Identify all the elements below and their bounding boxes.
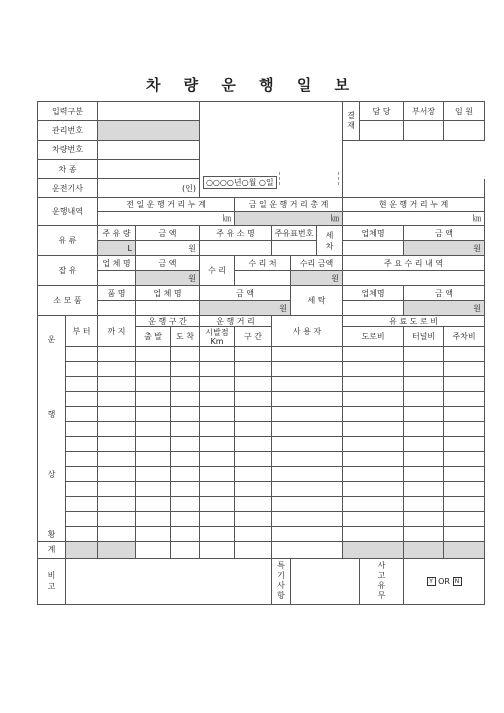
total-parking[interactable]	[444, 542, 485, 558]
log-cell[interactable]	[98, 407, 136, 422]
consumables-label: 소 모 품	[38, 286, 98, 316]
manage-no-field[interactable]	[98, 121, 200, 140]
log-from-header: 부 터	[66, 316, 98, 347]
log-cell[interactable]	[98, 437, 136, 452]
log-cell[interactable]	[171, 347, 200, 362]
log-row-7[interactable]	[38, 437, 485, 452]
log-side-blank	[38, 452, 66, 467]
total-label: 계	[38, 542, 66, 558]
repair-detail-header: 주 요 수 리 내 역	[343, 256, 485, 271]
log-cell[interactable]	[235, 392, 272, 407]
log-row-6[interactable]	[38, 422, 485, 437]
log-cell[interactable]	[136, 482, 171, 497]
log-cell[interactable]	[235, 422, 272, 437]
log-row-2[interactable]	[38, 362, 485, 377]
log-cell[interactable]	[171, 497, 200, 512]
fuel-cost-header: 금 액	[136, 226, 200, 241]
vehicle-type-field[interactable]	[98, 159, 200, 178]
log-cell[interactable]	[171, 377, 200, 392]
log-cell[interactable]	[444, 392, 485, 407]
log-cell[interactable]	[98, 422, 136, 437]
total-from	[66, 542, 98, 558]
log-cell[interactable]	[343, 377, 404, 392]
accident-choice	[404, 558, 485, 604]
log-cell[interactable]	[343, 347, 404, 362]
log-cell[interactable]	[444, 527, 485, 542]
log-cell[interactable]	[343, 392, 404, 407]
misc-cost-field[interactable]: 원	[136, 271, 200, 286]
log-arrive-header: 도 착	[171, 327, 200, 347]
log-odometer-header: 시발점 Km	[200, 327, 235, 347]
laundry-cost-header: 금 액	[404, 286, 485, 301]
page-title: 차 량 운 행 일 보	[145, 76, 359, 94]
log-cell[interactable]	[444, 407, 485, 422]
log-cell[interactable]	[343, 482, 404, 497]
log-cell[interactable]	[200, 437, 235, 452]
wash-company-header: 업체명	[343, 226, 404, 241]
log-cell[interactable]	[444, 497, 485, 512]
total-segment[interactable]	[235, 542, 272, 558]
log-cell[interactable]	[171, 452, 200, 467]
log-cell[interactable]	[200, 527, 235, 542]
log-cell[interactable]	[235, 467, 272, 482]
log-row-1[interactable]	[38, 347, 485, 362]
log-cell[interactable]	[200, 512, 235, 527]
log-cell[interactable]	[272, 407, 343, 422]
log-side-blank	[38, 422, 66, 437]
log-row-13[interactable]	[38, 527, 485, 542]
station-field[interactable]	[200, 241, 272, 256]
item-field[interactable]	[98, 301, 136, 316]
log-cell[interactable]	[171, 392, 200, 407]
fuel-ticket-header: 주유표번호	[272, 226, 317, 241]
log-cell[interactable]	[404, 362, 444, 377]
log-cell[interactable]	[444, 422, 485, 437]
seal-mark: (인)	[182, 183, 197, 193]
wash-company-field[interactable]	[343, 241, 404, 256]
log-cell[interactable]	[98, 527, 136, 542]
log-cell[interactable]	[272, 497, 343, 512]
log-side-blank	[38, 497, 66, 512]
log-cell[interactable]	[343, 467, 404, 482]
misc-cost-header: 금 액	[136, 256, 200, 271]
log-cell[interactable]	[136, 347, 171, 362]
log-cell[interactable]	[66, 377, 98, 392]
log-cell[interactable]	[343, 362, 404, 377]
log-cell[interactable]	[444, 347, 485, 362]
log-cell[interactable]	[272, 437, 343, 452]
log-cell[interactable]	[272, 377, 343, 392]
log-cell[interactable]	[66, 497, 98, 512]
log-distance-header: 운 행 거 리	[200, 316, 272, 327]
log-cell[interactable]	[200, 392, 235, 407]
total-row	[38, 542, 485, 558]
item-header: 품 명	[98, 286, 136, 301]
laundry-company-field[interactable]	[343, 301, 404, 316]
log-cell[interactable]	[235, 512, 272, 527]
log-cell[interactable]	[272, 392, 343, 407]
log-cell[interactable]	[98, 392, 136, 407]
remarks-field[interactable]	[66, 558, 272, 604]
log-cell[interactable]	[200, 482, 235, 497]
wash-label: 세 차	[317, 226, 343, 256]
driver-field[interactable]	[98, 179, 200, 198]
input-type-label: 입력구분	[38, 102, 98, 121]
fuel-label: 유 류	[38, 226, 98, 256]
wash-cost-header: 금 액	[404, 226, 485, 241]
misc-company-field[interactable]	[98, 271, 136, 286]
item-cost-field[interactable]: 원	[200, 301, 291, 316]
log-cell[interactable]	[98, 362, 136, 377]
log-cell[interactable]	[235, 347, 272, 362]
item-cost-header: 금 액	[200, 286, 291, 301]
log-cell[interactable]	[444, 377, 485, 392]
log-side-blank	[38, 377, 66, 392]
log-cell[interactable]	[235, 407, 272, 422]
log-cell[interactable]	[136, 377, 171, 392]
log-cell[interactable]	[136, 527, 171, 542]
total-depart[interactable]	[136, 542, 171, 558]
log-cell[interactable]	[200, 377, 235, 392]
fuel-ticket-field[interactable]	[272, 241, 317, 256]
log-cell[interactable]	[404, 452, 444, 467]
log-cell[interactable]	[343, 452, 404, 467]
approval-col-2: 부서장	[404, 102, 444, 121]
log-cell[interactable]	[171, 512, 200, 527]
log-cell[interactable]	[444, 482, 485, 497]
or-text: OR	[438, 576, 450, 586]
log-row-10[interactable]	[38, 482, 485, 497]
log-cell[interactable]	[98, 347, 136, 362]
log-row-12[interactable]	[38, 512, 485, 527]
log-to-header: 까 지	[98, 316, 136, 347]
log-cell[interactable]	[200, 497, 235, 512]
log-parking-header: 주차비	[444, 327, 485, 347]
log-cell[interactable]	[136, 497, 171, 512]
log-cell[interactable]	[272, 362, 343, 377]
log-side-blank	[38, 437, 66, 452]
log-cell[interactable]	[343, 527, 404, 542]
log-cell[interactable]	[235, 497, 272, 512]
log-cell[interactable]	[444, 512, 485, 527]
current-distance-field[interactable]: ㎞	[343, 212, 485, 226]
repair-shop-field[interactable]	[235, 271, 291, 286]
log-cell[interactable]	[171, 527, 200, 542]
approval-col-1: 담 당	[360, 102, 404, 121]
log-cell[interactable]	[404, 377, 444, 392]
log-row-11[interactable]	[38, 497, 485, 512]
approval-space	[343, 140, 485, 159]
notes-label: 특기사항	[272, 558, 291, 604]
log-tunnel-header: 터널비	[404, 327, 444, 347]
vehicle-no-field[interactable]	[98, 140, 200, 159]
log-side-label-3: 상	[38, 467, 66, 482]
log-cell[interactable]	[66, 527, 98, 542]
log-cell[interactable]	[404, 527, 444, 542]
log-cell[interactable]	[444, 467, 485, 482]
vehicle-log-form	[37, 101, 485, 605]
log-cell[interactable]	[444, 437, 485, 452]
log-cell[interactable]	[272, 467, 343, 482]
log-side-blank	[38, 512, 66, 527]
laundry-cost-field[interactable]: 원	[404, 301, 485, 316]
notes-field[interactable]	[291, 558, 360, 604]
date-field[interactable]: ○○○○년○월 ○일	[203, 176, 277, 189]
log-cell[interactable]	[171, 482, 200, 497]
approval-sign-1[interactable]	[360, 121, 404, 140]
log-side-blank	[38, 362, 66, 377]
log-cell[interactable]	[404, 437, 444, 452]
footer-row	[38, 558, 485, 604]
log-cell[interactable]	[136, 452, 171, 467]
log-cell[interactable]	[272, 527, 343, 542]
repair-detail-field[interactable]	[343, 271, 485, 286]
log-cell[interactable]	[66, 347, 98, 362]
input-type-field[interactable]	[98, 102, 200, 121]
log-cell[interactable]	[171, 467, 200, 482]
manage-no-label: 관리번호	[38, 121, 98, 140]
date-dash-box	[279, 172, 339, 185]
log-cell[interactable]	[200, 347, 235, 362]
log-row-9[interactable]	[38, 467, 485, 482]
log-cell[interactable]	[235, 362, 272, 377]
log-cell[interactable]	[404, 512, 444, 527]
log-side-blank	[38, 392, 66, 407]
log-cell[interactable]	[272, 512, 343, 527]
log-cell[interactable]	[171, 362, 200, 377]
total-arrive[interactable]	[171, 542, 200, 558]
log-side-blank	[38, 482, 66, 497]
log-cell[interactable]	[404, 407, 444, 422]
current-distance-header: 현 운 행 거 리 누 계	[343, 198, 485, 212]
yes-checkbox[interactable]: Y	[427, 577, 436, 586]
log-cell[interactable]	[66, 452, 98, 467]
prev-distance-field[interactable]: ㎞	[98, 212, 235, 226]
log-cell[interactable]	[235, 527, 272, 542]
repair-shop-header: 수 리 처	[235, 256, 291, 271]
log-cell[interactable]	[272, 347, 343, 362]
operation-label: 운행내역	[38, 198, 98, 226]
approval-space-2	[343, 159, 485, 178]
today-distance-header: 금 일 운 행 거 리 총 계	[235, 198, 343, 212]
log-side-label-4: 황	[38, 527, 66, 542]
log-cell[interactable]	[235, 437, 272, 452]
log-cell[interactable]	[200, 422, 235, 437]
log-cell[interactable]	[272, 422, 343, 437]
log-cell[interactable]	[98, 377, 136, 392]
misc-oil-label: 잡 유	[38, 256, 98, 286]
station-header: 주 유 소 명	[200, 226, 272, 241]
log-cell[interactable]	[136, 362, 171, 377]
log-cell[interactable]	[272, 452, 343, 467]
log-section-header: 운 행 구 간	[136, 316, 200, 327]
log-cell[interactable]	[136, 512, 171, 527]
accident-label: 사고유무	[360, 558, 404, 604]
log-cell[interactable]	[66, 422, 98, 437]
log-cell[interactable]	[98, 497, 136, 512]
log-row-8[interactable]	[38, 452, 485, 467]
log-depart-header: 출 발	[136, 327, 171, 347]
log-cell[interactable]	[343, 407, 404, 422]
log-cell[interactable]	[444, 362, 485, 377]
log-cell[interactable]	[171, 422, 200, 437]
log-row-3[interactable]	[38, 377, 485, 392]
repair-cost-field[interactable]: 원	[291, 271, 343, 286]
vehicle-no-label: 차량번호	[38, 140, 98, 159]
fuel-amount-header: 주 유 량	[98, 226, 136, 241]
approval-sign-3[interactable]	[444, 121, 485, 140]
total-odometer[interactable]	[200, 542, 235, 558]
log-road-header: 도로비	[343, 327, 404, 347]
date-area	[200, 102, 343, 198]
log-cell[interactable]	[66, 362, 98, 377]
log-row-5[interactable]	[38, 407, 485, 422]
laundry-company-header: 업체명	[343, 286, 404, 301]
log-cell[interactable]	[404, 347, 444, 362]
log-cell[interactable]	[404, 392, 444, 407]
log-cell[interactable]	[404, 422, 444, 437]
log-row-4[interactable]	[38, 392, 485, 407]
log-cell[interactable]	[404, 497, 444, 512]
log-cell[interactable]	[66, 512, 98, 527]
log-cell[interactable]	[235, 377, 272, 392]
log-cell[interactable]	[444, 452, 485, 467]
wash-cost-field[interactable]: 원	[404, 241, 485, 256]
log-cell[interactable]	[200, 362, 235, 377]
fuel-cost-field[interactable]: 원	[136, 241, 200, 256]
laundry-label: 세 탁	[291, 286, 343, 316]
log-cell[interactable]	[200, 452, 235, 467]
log-cell[interactable]	[98, 467, 136, 482]
driver-label: 운전기사	[38, 179, 98, 198]
remarks-label: 비 고	[38, 558, 66, 604]
log-cell[interactable]	[343, 512, 404, 527]
log-cell[interactable]	[98, 452, 136, 467]
vehicle-type-label: 차 종	[38, 159, 98, 178]
total-tunnel[interactable]	[404, 542, 444, 558]
log-cell[interactable]	[200, 467, 235, 482]
log-cell[interactable]	[171, 437, 200, 452]
repair-cost-header: 수리 금액	[291, 256, 343, 271]
log-cell[interactable]	[66, 437, 98, 452]
log-cell[interactable]	[136, 437, 171, 452]
prev-distance-header: 전 일 운 행 거 리 누 계	[98, 198, 235, 212]
total-user[interactable]	[272, 542, 343, 558]
log-toll-header: 유 료 도 로 비	[343, 316, 485, 327]
log-cell[interactable]	[136, 407, 171, 422]
log-segment-header: 구 간	[235, 327, 272, 347]
log-cell[interactable]	[272, 482, 343, 497]
approval-label: 결재	[343, 102, 360, 141]
log-cell[interactable]	[404, 467, 444, 482]
log-cell[interactable]	[343, 497, 404, 512]
log-cell[interactable]	[343, 422, 404, 437]
log-side-label-2: 행	[38, 407, 66, 422]
approval-space-3	[343, 179, 485, 198]
total-to	[98, 542, 136, 558]
log-side-label-1: 운	[38, 316, 66, 362]
no-checkbox[interactable]: N	[453, 577, 462, 586]
log-cell[interactable]	[98, 512, 136, 527]
log-cell[interactable]	[235, 452, 272, 467]
log-cell[interactable]	[66, 467, 98, 482]
approval-sign-2[interactable]	[404, 121, 444, 140]
log-cell[interactable]	[171, 407, 200, 422]
log-cell[interactable]	[66, 392, 98, 407]
misc-company-header: 업 체 명	[98, 256, 136, 271]
log-cell[interactable]	[343, 437, 404, 452]
item-company-header: 업 체 명	[136, 286, 200, 301]
item-company-field[interactable]	[136, 301, 200, 316]
today-distance-field[interactable]: ㎞	[235, 212, 343, 226]
log-cell[interactable]	[66, 482, 98, 497]
log-cell[interactable]	[136, 467, 171, 482]
log-cell[interactable]	[66, 407, 98, 422]
log-cell[interactable]	[235, 482, 272, 497]
log-cell[interactable]	[98, 482, 136, 497]
fuel-amount-field[interactable]: L	[98, 241, 136, 256]
log-cell[interactable]	[136, 422, 171, 437]
log-user-header: 사 용 자	[272, 316, 343, 347]
log-cell[interactable]	[200, 407, 235, 422]
approval-col-3: 임 원	[444, 102, 485, 121]
log-cell[interactable]	[136, 392, 171, 407]
total-road[interactable]	[343, 542, 404, 558]
repair-label: 수 리	[200, 256, 235, 286]
log-cell[interactable]	[404, 482, 444, 497]
